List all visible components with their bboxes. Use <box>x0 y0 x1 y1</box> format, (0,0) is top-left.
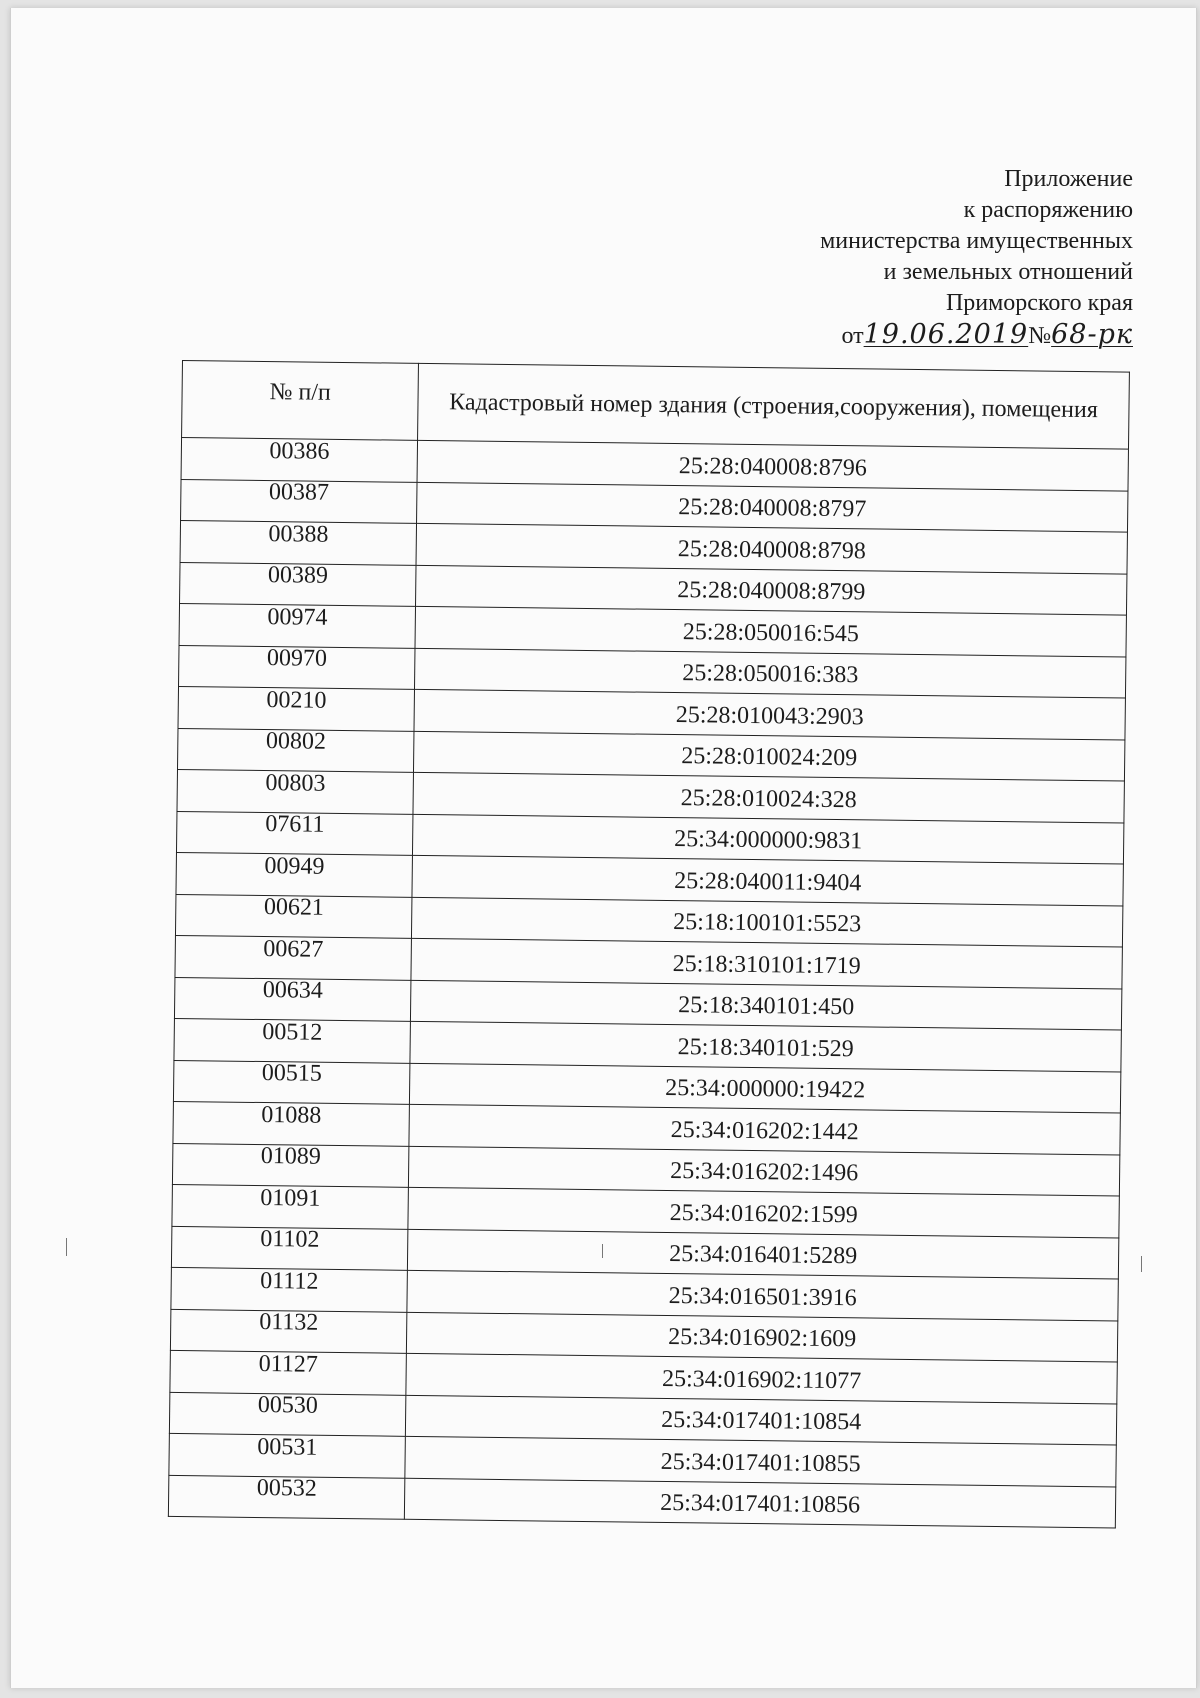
row-number-cell: 01127 <box>170 1350 407 1394</box>
cadastral-number-cell: 25:34:016202:1599 <box>408 1187 1119 1237</box>
table-body <box>168 438 1128 1528</box>
row-number-cell: 00515 <box>173 1060 410 1104</box>
date-prefix: от <box>841 323 864 349</box>
scan-mark <box>602 1244 603 1258</box>
header-line: министерства имущественных <box>820 228 1133 254</box>
cadastral-number-cell: 25:34:016501:3916 <box>407 1270 1118 1320</box>
cadastral-number-cell: 25:34:016202:1442 <box>409 1104 1120 1154</box>
cadastral-number-cell: 25:28:010024:328 <box>413 772 1124 822</box>
cadastral-number-cell: 25:34:017401:10855 <box>405 1436 1116 1486</box>
row-number-cell: 00210 <box>178 686 415 730</box>
cadastral-number-cell: 25:34:017401:10856 <box>405 1478 1116 1528</box>
row-number-cell: 00531 <box>169 1433 406 1477</box>
row-number-cell: 00802 <box>177 728 414 772</box>
cadastral-number-cell: 25:28:010043:2903 <box>414 689 1125 739</box>
row-number-cell: 01102 <box>171 1226 408 1270</box>
cadastral-number-cell: 25:18:340101:529 <box>410 1021 1121 1071</box>
cadastral-number-cell: 25:28:040008:8797 <box>417 482 1128 532</box>
cadastral-number-cell: 25:34:017401:10854 <box>406 1395 1117 1445</box>
cadastral-number-cell: 25:18:340101:450 <box>411 980 1122 1030</box>
row-number-cell: 01091 <box>172 1184 409 1228</box>
cadastral-number-cell: 25:34:016202:1496 <box>409 1146 1120 1196</box>
row-number-cell: 00621 <box>175 894 412 938</box>
row-number-cell: 00386 <box>181 438 418 482</box>
cadastral-number-cell: 25:28:010024:209 <box>414 731 1125 781</box>
column-header-cadastral: Кадастровый номер здания (строения,сооружения), помещения <box>418 363 1130 449</box>
row-number-cell: 00532 <box>168 1475 405 1519</box>
date-number-row <box>820 319 1133 352</box>
header-line: Приложение <box>1004 166 1133 192</box>
cadastral-number-cell: 25:28:040008:8796 <box>417 440 1128 490</box>
header-line: Приморского края <box>945 290 1133 316</box>
handwritten-number: 68-рк <box>1051 319 1133 350</box>
handwritten-date: 19.06.2019 <box>863 319 1029 350</box>
row-number-cell: 00389 <box>180 562 417 606</box>
cadastral-number-cell: 25:28:040008:8799 <box>416 565 1127 615</box>
cadastral-number-cell: 25:28:050016:545 <box>415 606 1126 656</box>
row-number-cell: 00974 <box>179 603 416 647</box>
header-line: к распоряжению <box>963 197 1133 223</box>
row-number-cell: 00387 <box>181 479 418 523</box>
cadastral-number-cell: 25:28:040008:8798 <box>416 523 1127 573</box>
cadastral-number-cell: 25:18:100101:5523 <box>412 897 1123 947</box>
row-number-cell: 00627 <box>175 935 412 979</box>
row-number-cell: 01112 <box>171 1267 408 1311</box>
cadastral-number-cell: 25:34:016902:11077 <box>406 1353 1117 1403</box>
row-number-cell: 00634 <box>174 977 411 1021</box>
row-number-cell: 01089 <box>172 1143 409 1187</box>
header-line: и земельных отношений <box>883 259 1133 285</box>
row-number-cell: 07611 <box>176 811 413 855</box>
scan-mark <box>66 1238 67 1256</box>
cadastral-number-cell: 25:34:000000:9831 <box>413 814 1124 864</box>
row-number-cell: 00803 <box>177 769 414 813</box>
scan-mark <box>1141 1256 1142 1272</box>
document-page <box>10 8 1197 1688</box>
cadastral-table-wrapper <box>168 360 1142 1529</box>
table-header-row <box>182 361 1130 450</box>
row-number-cell: 01132 <box>170 1309 407 1353</box>
row-number-cell: 01088 <box>173 1101 410 1145</box>
cadastral-number-cell: 25:18:310101:1719 <box>411 938 1122 988</box>
cadastral-table <box>168 360 1130 1528</box>
cadastral-number-cell: 25:34:016902:1609 <box>407 1312 1118 1362</box>
row-number-cell: 00970 <box>179 645 416 689</box>
column-header-number: № п/п <box>182 361 419 441</box>
row-number-cell: 00530 <box>169 1392 406 1436</box>
cadastral-number-cell: 25:34:016401:5289 <box>408 1229 1119 1279</box>
cadastral-number-cell: 25:28:050016:383 <box>415 648 1126 698</box>
row-number-cell: 00512 <box>174 1018 411 1062</box>
row-number-cell: 00388 <box>180 520 417 564</box>
appendix-header <box>820 164 1133 352</box>
cadastral-number-cell: 25:34:000000:19422 <box>410 1063 1121 1113</box>
cadastral-number-cell: 25:28:040011:9404 <box>412 855 1123 905</box>
number-sign: № <box>1028 323 1052 349</box>
row-number-cell: 00949 <box>176 852 413 896</box>
